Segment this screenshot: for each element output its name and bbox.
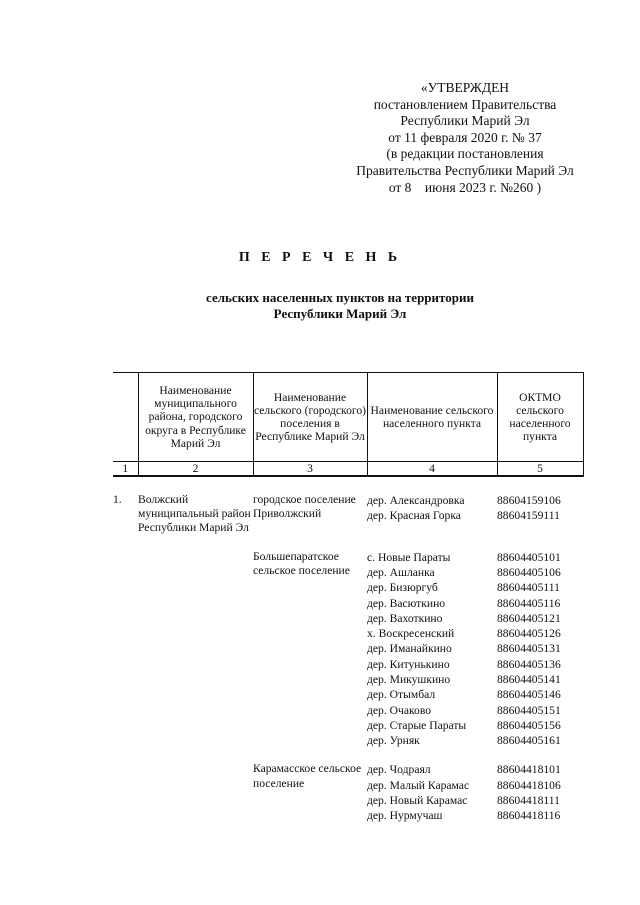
column-number: 1 [113,462,138,477]
village-list [367,762,497,823]
village-name: дер. Новый Карамас [367,794,468,808]
oktmo-code: 88604405121 [497,611,561,625]
approval-line: Республики Марий Эл [400,113,530,129]
approval-line: от 8 июня 2023 г. №260 ) [388,179,542,195]
oktmo-code: 88604405116 [497,596,561,610]
village-name: дер. Александровка [367,494,465,507]
oktmo-code: 88604159106 [497,494,561,507]
village-name: дер. Красная Горка [367,509,461,523]
oktmo-code: 88604405161 [497,734,561,748]
oktmo-code: 88604418116 [497,809,561,823]
table-row [113,762,583,823]
village-name: дер. Васюткино [367,596,446,610]
document-subtitle [0,290,640,322]
row-number: 1. [113,493,122,506]
village-name: дер. Старые Параты [367,718,467,732]
settlements-table [113,372,584,824]
approval-line: от 11 февраля 2020 г. № 37 [388,129,542,145]
village-name: с. Новые Параты [367,550,451,564]
approval-line: постановлением Правительства [373,96,557,112]
subtitle-line: сельских населенных пунктов на территории [206,290,474,305]
settlement-name: Большепаратское сельское поселение [253,549,350,577]
village-name: х. Воскресенский [367,627,455,641]
oktmo-code: 88604418101 [497,763,561,777]
column-number: 3 [253,462,367,477]
oktmo-code: 88604418111 [497,794,560,808]
header-settlement: Наименование сельского (городского) поселения в Республике Марий Эл [253,373,367,462]
oktmo-code: 88604405106 [497,565,561,579]
village-name: дер. Нурмучаш [367,809,443,823]
approval-stamp [330,80,600,196]
village-name: дер. Чодраял [367,763,431,777]
table-row [113,493,583,536]
approval-line: Правительства Республики Марий Эл [356,162,574,178]
village-name: дер. Ашланка [367,565,435,579]
oktmo-list [497,550,583,749]
column-number: 2 [138,462,253,477]
village-name: дер. Отымбал [367,688,436,702]
subtitle-line: Республики Марий Эл [273,306,407,321]
village-name: дер. Урняк [367,734,420,748]
oktmo-code: 88604405131 [497,642,561,656]
village-list [367,550,497,749]
oktmo-code: 88604418106 [497,778,561,792]
oktmo-code: 88604405126 [497,627,561,641]
settlement-name: Карамасское сельское поселение [253,762,362,790]
header-village: Наименование сельского населенного пункта [367,373,497,462]
oktmo-code: 88604405141 [497,672,561,686]
header-number [113,373,138,462]
approval-line: «УТВЕРЖДЕН [420,80,510,95]
oktmo-list [497,493,583,536]
oktmo-code: 88604405136 [497,657,561,671]
approval-line: (в редакции постановления [386,146,544,162]
oktmo-list [497,762,583,823]
oktmo-code: 88604405101 [497,550,561,564]
column-number: 5 [497,462,583,477]
village-name: дер. Вахоткино [367,611,443,625]
village-name: дер. Иманайкино [367,642,452,656]
village-name: дер. Малый Карамас [367,778,470,792]
oktmo-code: 88604159111 [497,509,560,523]
document-title: П Е Р Е Ч Е Н Ь [238,250,402,265]
village-name: дер. Китунькино [367,657,450,671]
column-number: 4 [367,462,497,477]
settlement-name: городское поселение Приволжский [253,493,356,521]
village-name: дер. Микушкино [367,672,451,686]
village-name: дер. Бизюргуб [367,581,438,595]
oktmo-code: 88604405151 [497,703,561,717]
header-district: Наименование муниципального района, городского округа в Республике Марий Эл [138,373,253,462]
district-name: Волжский муниципальный район Республики Марий Эл [138,493,251,535]
village-name: дер. Очаково [367,703,432,717]
oktmo-code: 88604405146 [497,688,561,702]
village-list [367,493,497,536]
oktmo-code: 88604405156 [497,718,561,732]
oktmo-code: 88604405111 [497,581,560,595]
header-oktmo: ОКТМО сельского населенного пункта [497,373,583,462]
table-row [113,550,583,749]
